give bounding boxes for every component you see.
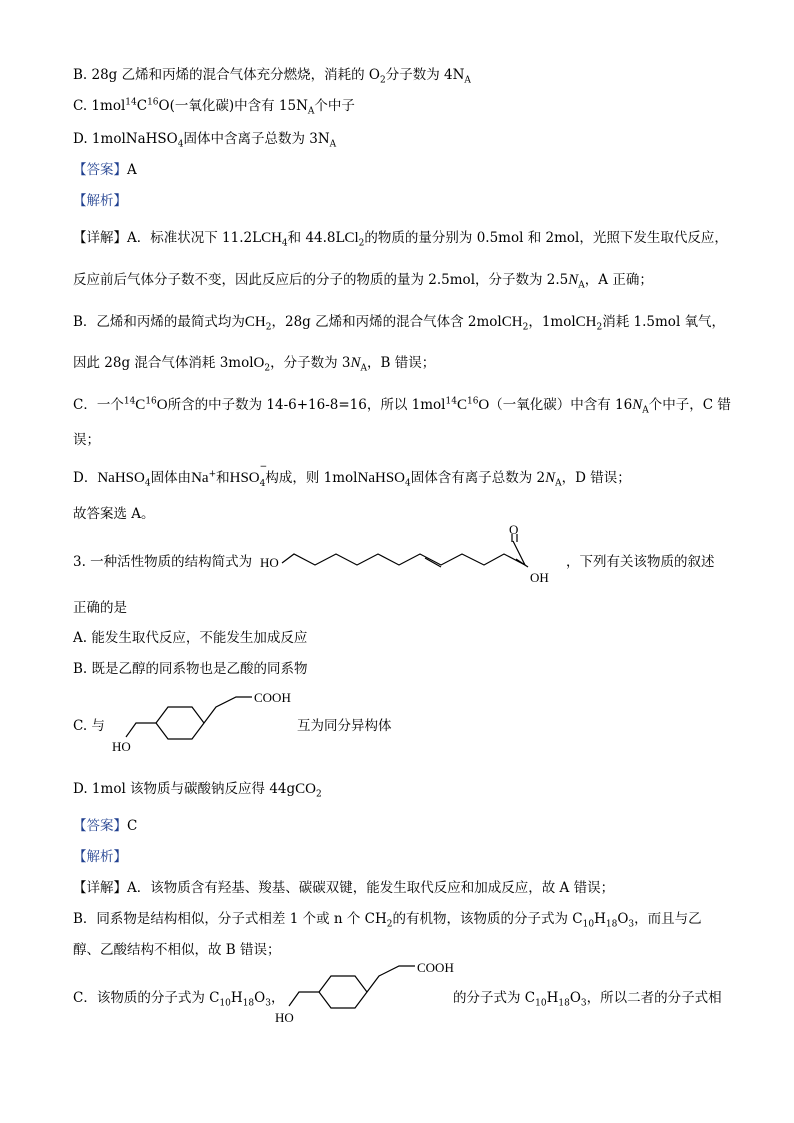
q2-detail-line-8: 故答案选 A。 bbox=[73, 506, 155, 522]
cyclohexane-structure-option-c bbox=[112, 690, 302, 759]
acid-oh-label: OH bbox=[530, 570, 549, 585]
q3-answer: 【答案】C bbox=[73, 818, 138, 834]
q3-detail-line-3: 醇、乙酸结构不相似，故 B 错误； bbox=[73, 942, 281, 958]
q2-detail-line-1: 【详解】A．标准状况下 $11.2LCH_4$和 44.8LCl$_2$的物质的量分别为 0.5mol 和 2mol，光照下发生取代反应， bbox=[73, 230, 728, 249]
propanoic-chain-bonds bbox=[204, 697, 252, 723]
q3-detail-line-2: B．同系物是结构相似，分子式相差 1 个或 n 个 $CH_2$的有机物，该物质的分子式为 $C_{10}H_{18}O_3$，而且与乙 bbox=[73, 911, 702, 930]
q2-detail-line-5: C．一个$^{14}C^{16}O$所含的中子数为 14-6+16-8=16，所以 $1mol^{14}C^{16}O$（一氧化碳）中含有 $16N_A$个中子，C 错 bbox=[73, 396, 731, 416]
q3-option-c: C. 与 bbox=[73, 718, 105, 734]
ring-cooh-label: COOH bbox=[417, 960, 454, 975]
q3-option-d: D. 1mol 该物质与碳酸钠反应得 44gCO$_2$ bbox=[73, 781, 322, 800]
q2-detail-line-3: B．乙烯和丙烯的最简式均为$CH_2$，28g 乙烯和丙烯的混合气体含 2molCH$_2$，1molCH$_2$消耗 1.5mol 氧气， bbox=[73, 314, 726, 333]
q2-detail-line-7: D．NaHSO$_4$固体由Na+和$HSO_{4 -}$ 构成，则 1molNaHSO$_4$固体含有离子总数为 $2N_A$，D 错误； bbox=[73, 461, 631, 489]
ring-cooh-label: COOH bbox=[254, 690, 291, 705]
q2-detail-line-6: 误； bbox=[73, 432, 100, 448]
ring-ho-label: HO bbox=[112, 739, 131, 754]
answer-tag: 【答案】 bbox=[73, 162, 127, 178]
cyclohexane-ring bbox=[319, 976, 367, 1008]
q3-stem-right: ，下列有关该物质的叙述 bbox=[566, 554, 715, 570]
q3-option-b: B. 既是乙醇的同系物也是乙酸的同系物 bbox=[73, 661, 308, 677]
q3-stem-left: 3. 一种活性物质的结构简式为 bbox=[73, 554, 253, 570]
q2-detail-line-4: 因此 28g 混合气体消耗 3molO$_2$，分子数为 $3N_A$，B 错误； bbox=[73, 355, 436, 374]
q3-option-a: A. 能发生取代反应，不能发生加成反应 bbox=[73, 630, 308, 646]
q2-option-b: B. 28g 乙烯和丙烯的混合气体充分燃烧，消耗的 $O_2$分子数为 $4N_A$ bbox=[73, 67, 471, 86]
q3-detail-line-4-right: 的分子式为 $C_{10}H_{18}O_3$，所以二者的分子式相 bbox=[453, 990, 722, 1009]
q2-answer: 【答案】A bbox=[73, 162, 137, 178]
ring-ho-label: HO bbox=[275, 1010, 294, 1025]
q3-stem-line-2: 正确的是 bbox=[73, 600, 127, 616]
double-bond-line bbox=[425, 558, 441, 567]
chain-ho-label: HO bbox=[260, 555, 279, 570]
q3-option-c-tail: 互为同分异构体 bbox=[297, 718, 392, 734]
carbonyl-o-label: O bbox=[509, 522, 519, 537]
chain-molecule-structure bbox=[258, 522, 568, 585]
cyclohexane-ring bbox=[156, 707, 204, 739]
q2-option-c: C. $1mol^{14}C^{16}O$(一氧化碳)中含有 $15N_A$个中子 bbox=[73, 97, 355, 117]
q3-detail-line-1: 【详解】A．该物质含有羟基、羧基、碳碳双键，能发生取代反应和加成反应，故 A 错误； bbox=[73, 880, 615, 896]
q2-analysis-heading: 【解析】 bbox=[73, 193, 127, 209]
hydroxymethyl-bonds bbox=[289, 992, 319, 1006]
carbon-chain-bonds bbox=[282, 541, 525, 565]
q2-detail-line-2: 反应前后气体分子数不变，因此反应后的分子的物质的量为 2.5mol，分子数为 $2.5N_A$，A 正确； bbox=[73, 272, 653, 291]
cyclohexane-structure-analysis bbox=[275, 962, 465, 1028]
q2-option-d: D. 1molNaHSO$_4$固体中含离子总数为 $3N_A$ bbox=[73, 131, 337, 150]
propanoic-chain-bonds bbox=[367, 966, 415, 992]
q3-detail-line-4-left: C．该物质的分子式为 $C_{10}H_{18}O_3$， bbox=[73, 990, 285, 1009]
q3-analysis-heading: 【解析】 bbox=[73, 849, 127, 865]
hydroxymethyl-bonds bbox=[126, 723, 156, 737]
